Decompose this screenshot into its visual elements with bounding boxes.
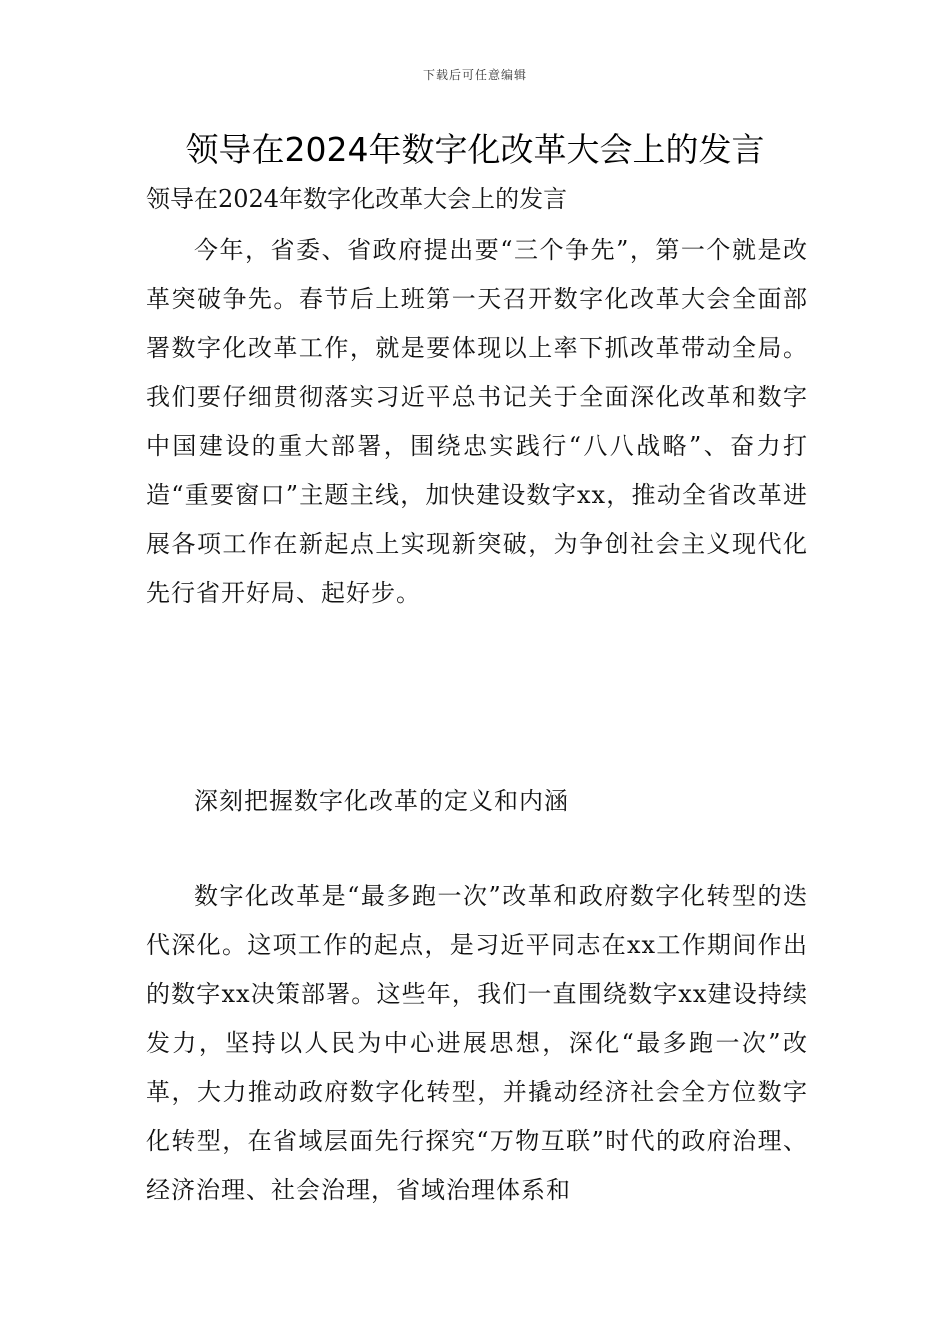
header-note: 下载后可任意编辑 <box>422 68 527 82</box>
document-subtitle: 领导在2024年数字化改革大会上的发言 <box>146 185 568 213</box>
intro-paragraph: 今年，省委、省政府提出要“三个争先”，第一个就是改革突破争先。春节后上班第一天召开数字化改革大会全面部署数字化改革工作，就是要体现以上率下抓改革带动全局。我们要仔细贯彻落实习近平总书记关于全面深化改革和数字中国建设的重大部署，围绕忠实践行“八八战略”、奋力打造“重要窗口”主题主线，加快建设数字xx，推动全省改革进展各项工作在新起点上实现新突破，为争创社会主义现代化先行省开好局、起好步。 <box>146 236 808 607</box>
section-paragraph: 数字化改革是“最多跑一次”改革和政府数字化转型的迭代深化。这项工作的起点，是习近平同志在xx工作期间作出的数字xx决策部署。这些年，我们一直围绕数字xx建设持续发力，坚持以人民为中心进展思想，深化“最多跑一次”改革，大力推动政府数字化转型，并撬动经济社会全方位数字化转型，在省域层面先行探究“万物互联”时代的政府治理、经济治理、社会治理，省域治理体系和 <box>146 882 808 1204</box>
document-title: 领导在2024年数字化改革大会上的发言 <box>185 130 765 169</box>
section-heading: 深刻把握数字化改革的定义和内涵 <box>194 787 569 815</box>
